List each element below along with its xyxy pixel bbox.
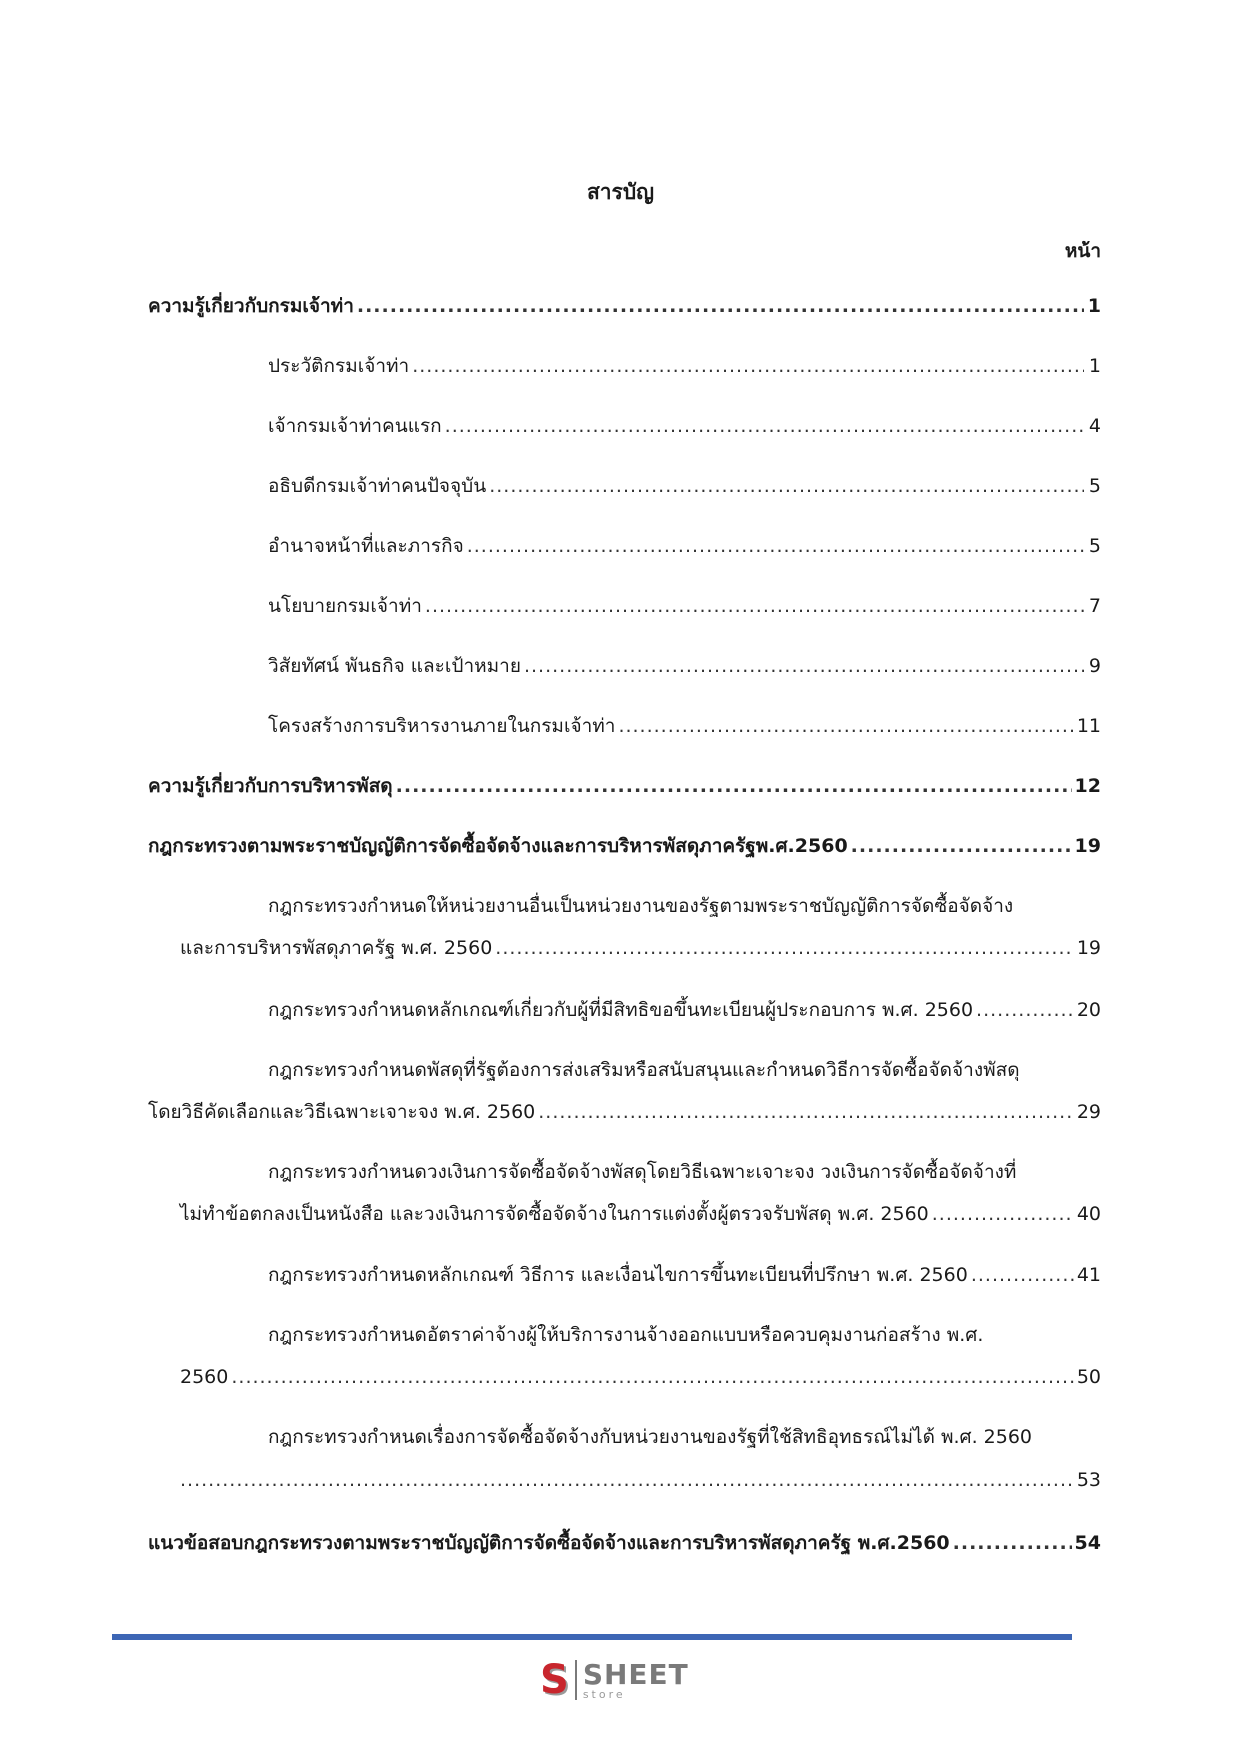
toc-entry-page: 7 bbox=[1088, 595, 1101, 617]
toc-entry-label: โครงสร้างการบริหารงานภายในกรมเจ้าท่า bbox=[268, 715, 616, 737]
toc-leader bbox=[618, 713, 1073, 739]
footer-divider bbox=[112, 1634, 1072, 1640]
toc-entry[interactable] bbox=[180, 935, 1101, 961]
toc-leader bbox=[231, 1364, 1073, 1390]
toc-entry[interactable] bbox=[268, 533, 1101, 559]
toc-entry-page: 19 bbox=[1076, 937, 1101, 959]
toc-entry-page: 1 bbox=[1087, 295, 1101, 317]
toc-entry-line1[interactable]: กฎกระทรวงกำหนดให้หน่วยงานอื่นเป็นหน่วยงานของรัฐตามพระราชบัญญัติการจัดซื้อจัดจ้าง bbox=[268, 895, 1014, 917]
page-column-heading: หน้า bbox=[1064, 240, 1101, 262]
toc-leader bbox=[495, 935, 1074, 961]
toc-entry-page: 12 bbox=[1074, 775, 1101, 797]
toc-entry-label: 2560 bbox=[180, 1366, 229, 1388]
sheet-store-logo bbox=[540, 1657, 689, 1703]
toc-entry-page: 4 bbox=[1088, 415, 1101, 437]
toc-entry-label: วิสัยทัศน์ พันธกิจ และเป้าหมาย bbox=[268, 655, 521, 677]
toc-entry[interactable] bbox=[268, 413, 1101, 439]
toc-entry-page: 1 bbox=[1088, 355, 1101, 377]
toc-leader bbox=[524, 653, 1084, 679]
toc-entry-label: เจ้ากรมเจ้าท่าคนแรก bbox=[268, 415, 442, 437]
toc-leader bbox=[412, 353, 1084, 379]
toc-leader bbox=[467, 533, 1084, 559]
toc-leader bbox=[489, 473, 1084, 499]
toc-leader bbox=[180, 1467, 1074, 1493]
toc-entry-page: 9 bbox=[1088, 655, 1101, 677]
toc-entry-page: 20 bbox=[1076, 999, 1101, 1021]
toc-entry-label: ความรู้เกี่ยวกับการบริหารพัสดุ bbox=[148, 775, 393, 797]
toc-entry-line1[interactable]: กฎกระทรวงกำหนดพัสดุที่รัฐต้องการส่งเสริมหรือสนับสนุนและกำหนดวิธีการจัดซื้อจัดจ้างพัสดุ bbox=[268, 1059, 1020, 1081]
toc-entry[interactable] bbox=[180, 1364, 1101, 1390]
toc-entry-page: 41 bbox=[1076, 1264, 1101, 1286]
toc-entry-section[interactable] bbox=[148, 773, 1101, 799]
logo-separator bbox=[575, 1660, 577, 1700]
toc-entry[interactable] bbox=[148, 1099, 1101, 1125]
toc-entry-label: ประวัติกรมเจ้าท่า bbox=[268, 355, 410, 377]
toc-leader bbox=[976, 997, 1074, 1023]
toc-entry-page: 50 bbox=[1076, 1366, 1101, 1388]
toc-entry[interactable] bbox=[180, 1201, 1101, 1227]
toc-entry-label: นโยบายกรมเจ้าท่า bbox=[268, 595, 422, 617]
toc-leader bbox=[357, 293, 1084, 319]
toc-entry-page: 29 bbox=[1076, 1101, 1101, 1123]
toc-entry-label: แนวข้อสอบกฎกระทรวงตามพระราชบัญญัติการจัดซื้อจัดจ้างและการบริหารพัสดุภาครัฐ พ.ศ.2560 bbox=[148, 1532, 950, 1554]
toc-entry[interactable] bbox=[268, 653, 1101, 679]
toc-entry-page: 54 bbox=[1074, 1532, 1101, 1554]
toc-entry-page: 19 bbox=[1074, 835, 1101, 857]
toc-leader bbox=[971, 1262, 1074, 1288]
toc-entry-label: อธิบดีกรมเจ้าท่าคนปัจจุบัน bbox=[268, 475, 487, 497]
toc-entry-page: 40 bbox=[1076, 1203, 1101, 1225]
toc-entry-line1[interactable]: กฎกระทรวงกำหนดเรื่องการจัดซื้อจัดจ้างกับหน่วยงานของรัฐที่ใช้สิทธิอุทธรณ์ไม่ได้ พ.ศ. 2560 bbox=[268, 1426, 1032, 1448]
page-title: สารบัญ bbox=[586, 180, 655, 204]
toc-entry-line1[interactable]: กฎกระทรวงกำหนดอัตราค่าจ้างผู้ให้บริการงานจ้างออกแบบหรือควบคุมงานก่อสร้าง พ.ศ. bbox=[268, 1324, 984, 1346]
toc-entry-label: กฎกระทรวงตามพระราชบัญญัติการจัดซื้อจัดจ้างและการบริหารพัสดุภาครัฐพ.ศ.2560 bbox=[148, 835, 848, 857]
toc-entry-section[interactable] bbox=[148, 833, 1101, 859]
toc-entry-label: ไม่ทำข้อตกลงเป็นหนังสือ และวงเงินการจัดซื้อจัดจ้างในการแต่งตั้งผู้ตรวจรับพัสดุ พ.ศ. 2560 bbox=[180, 1203, 929, 1225]
toc-entry[interactable] bbox=[268, 593, 1101, 619]
toc-entry-section[interactable] bbox=[148, 293, 1101, 319]
toc-entry-label: ความรู้เกี่ยวกับกรมเจ้าท่า bbox=[148, 295, 354, 317]
toc-entry-page: 5 bbox=[1088, 535, 1101, 557]
toc-entry[interactable] bbox=[268, 713, 1101, 739]
toc-entry-label: และการบริหารพัสดุภาครัฐ พ.ศ. 2560 bbox=[180, 937, 493, 959]
toc-entry-label: กฎกระทรวงกำหนดหลักเกณฑ์เกี่ยวกับผู้ที่มีสิทธิขอขึ้นทะเบียนผู้ประกอบการ พ.ศ. 2560 bbox=[268, 999, 974, 1021]
toc-leader bbox=[425, 593, 1084, 619]
toc-leader bbox=[953, 1530, 1072, 1556]
logo-sub-text: store bbox=[582, 1687, 626, 1701]
toc-entry[interactable] bbox=[268, 353, 1101, 379]
toc-entry-section[interactable] bbox=[148, 1530, 1101, 1556]
toc-entry-page: 5 bbox=[1088, 475, 1101, 497]
toc-entry-page: 11 bbox=[1076, 715, 1101, 737]
toc-entry[interactable] bbox=[180, 1467, 1101, 1493]
toc-entry[interactable] bbox=[268, 1262, 1101, 1288]
logo-mark-icon: S bbox=[540, 1657, 569, 1703]
logo-text bbox=[582, 1657, 689, 1701]
toc-leader bbox=[396, 773, 1072, 799]
toc-leader bbox=[932, 1201, 1074, 1227]
toc-entry-label: อำนาจหน้าที่และภารกิจ bbox=[268, 535, 464, 557]
toc-entry-label: โดยวิธีคัดเลือกและวิธีเฉพาะเจาะจง พ.ศ. 2560 bbox=[148, 1101, 536, 1123]
toc-entry[interactable] bbox=[268, 997, 1101, 1023]
toc-entry-label: กฎกระทรวงกำหนดหลักเกณฑ์ วิธีการ และเงื่อนไขการขึ้นทะเบียนที่ปรึกษา พ.ศ. 2560 bbox=[268, 1264, 968, 1286]
toc-leader bbox=[538, 1099, 1074, 1125]
toc-entry-line1[interactable]: กฎกระทรวงกำหนดวงเงินการจัดซื้อจัดจ้างพัสดุโดยวิธีเฉพาะเจาะจง วงเงินการจัดซื้อจัดจ้างที่ bbox=[268, 1161, 1017, 1183]
toc-leader bbox=[851, 833, 1072, 859]
logo-main-text: SHEET bbox=[582, 1657, 689, 1691]
toc-entry-page: 53 bbox=[1076, 1469, 1101, 1491]
toc-leader bbox=[445, 413, 1084, 439]
toc-entry[interactable] bbox=[268, 473, 1101, 499]
